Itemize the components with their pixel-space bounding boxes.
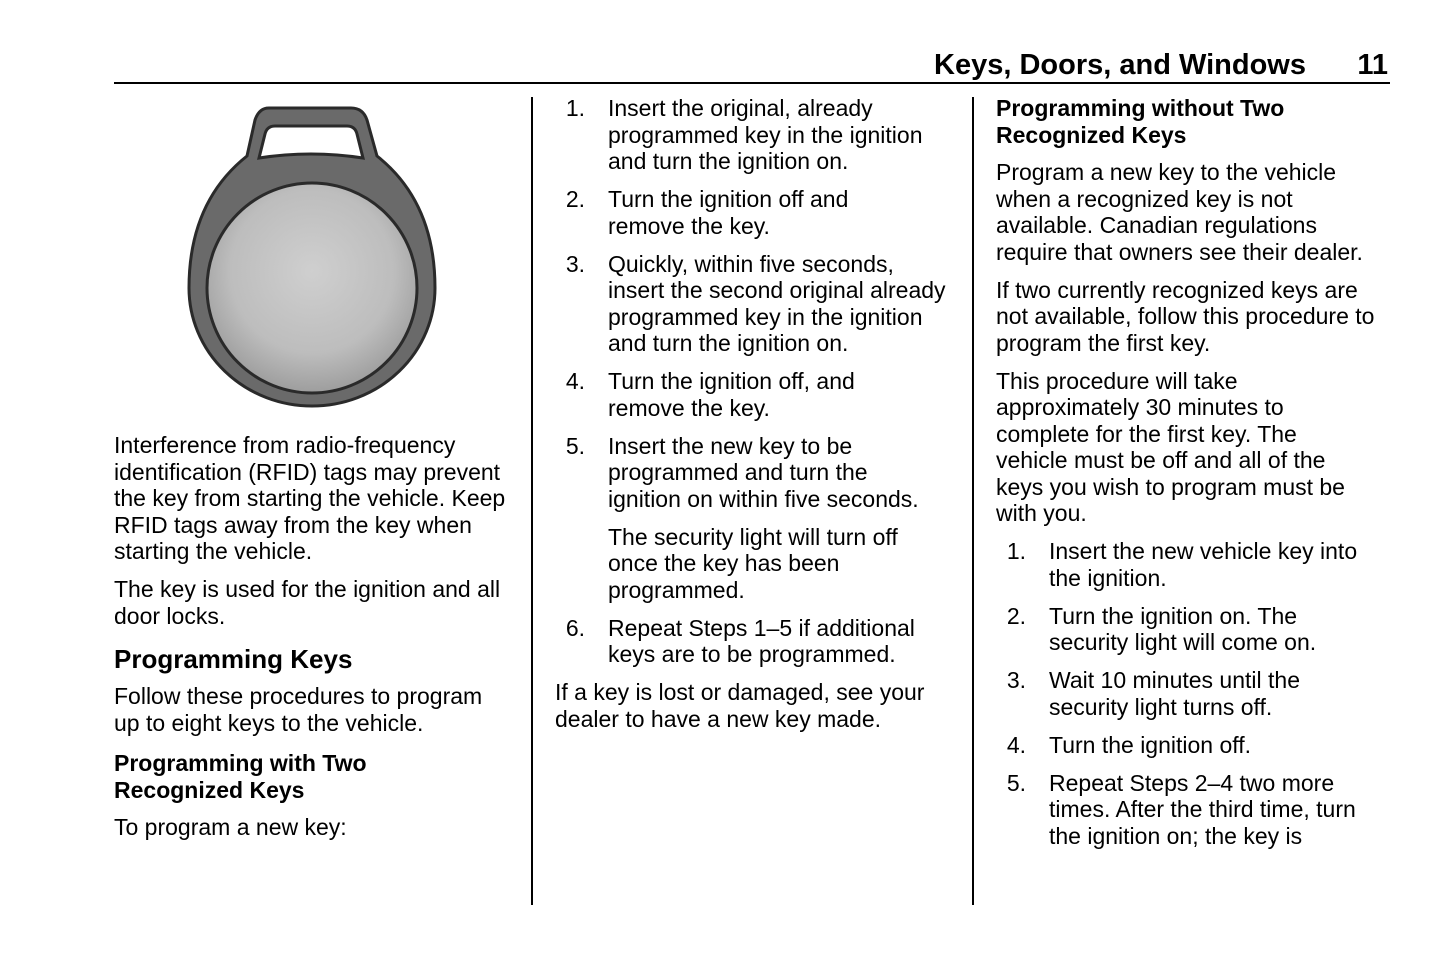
program-new-key-paragraph: Program a new key to the vehicle when a recognized key is not available. Canadian regulations require that owners see their dealer. <box>996 159 1363 265</box>
page-number: 11 <box>1357 49 1388 81</box>
step-number: 1. <box>1006 538 1026 564</box>
step-text: Repeat Steps 2–4 two more times. After the third time, turn the ignition on; the key is <box>1049 769 1356 849</box>
program-intro: To program a new key: <box>114 814 347 840</box>
step-text: Turn the ignition off. <box>1049 731 1252 758</box>
step-number: 6. <box>565 614 585 641</box>
list-item <box>996 538 1391 591</box>
list-item <box>555 368 955 421</box>
step-number: 4. <box>1006 731 1026 758</box>
step-text: Quickly, within five seconds, insert the second original already programmed key in the ignition and turn the ignition on. <box>608 250 946 356</box>
step-number: 4. <box>565 368 585 394</box>
step-number: 3. <box>565 250 585 277</box>
key-tag-disc <box>207 183 417 393</box>
right-column <box>996 95 1391 861</box>
step-text: Wait 10 minutes until the security light turns off. <box>1049 667 1300 720</box>
step-text: Repeat Steps 1–5 if additional keys are to be programmed. <box>608 614 915 667</box>
key-tag-hole <box>259 126 363 158</box>
programming-steps-list-no-keys <box>996 538 1391 849</box>
list-item <box>996 603 1391 656</box>
list-item <box>555 95 955 175</box>
column-divider-right <box>972 97 974 905</box>
list-item <box>555 615 955 668</box>
left-column <box>114 432 514 852</box>
step-text: Turn the ignition off and remove the key. <box>608 186 849 239</box>
list-item <box>555 433 955 513</box>
duration-paragraph: This procedure will take approximately 30 minutes to complete for the first key. The vehicle must be off and all of the keys you wish to program must be with you. <box>996 367 1345 526</box>
rfid-paragraph: Interference from radio-frequency identification (RFID) tags may prevent the key from starting the vehicle. Keep RFID tags away from the key when starting the vehicle. <box>114 432 506 564</box>
list-item <box>996 667 1391 720</box>
step-text: Turn the ignition on. The security light will come on. <box>1049 602 1317 655</box>
step-number: 2. <box>1006 602 1026 629</box>
step-number: 3. <box>1006 667 1026 693</box>
middle-column <box>555 95 955 744</box>
list-item <box>996 770 1391 850</box>
step-text: Insert the original, already programmed key in the ignition and turn the ignition on. <box>608 95 923 174</box>
step-number: 5. <box>565 432 585 459</box>
programming-steps-list <box>555 95 955 512</box>
subheading-with-two-keys: Programming with Two Recognized Keys <box>114 750 367 803</box>
rfid-key-tag-illustration <box>187 104 437 410</box>
procedure-paragraph: If two currently recognized keys are not available, follow this procedure to program the first key. <box>996 276 1375 356</box>
step-number: 5. <box>1006 769 1026 796</box>
procedures-paragraph: Follow these procedures to program up to eight keys to the vehicle. <box>114 683 483 736</box>
lost-key-paragraph: If a key is lost or damaged, see your dealer to have a new key made. <box>555 679 925 732</box>
key-usage-paragraph: The key is used for the ignition and all door locks. <box>114 576 501 629</box>
step-text: Turn the ignition off, and remove the key. <box>608 368 855 421</box>
subheading-without-two-keys: Programming without Two Recognized Keys <box>996 95 1285 148</box>
list-item <box>555 251 955 357</box>
step-number: 2. <box>565 186 585 212</box>
page-header <box>114 48 1390 84</box>
page-title: Keys, Doors, and Windows <box>934 49 1306 81</box>
step-5-note: The security light will turn off once the key has been programmed. <box>608 523 898 603</box>
list-item <box>996 732 1391 759</box>
section-title: Programming Keys <box>114 644 353 674</box>
column-divider-left <box>531 97 533 905</box>
step-text: Insert the new vehicle key into the ignition. <box>1049 538 1358 591</box>
step-text: Insert the new key to be programmed and turn the ignition on within five seconds. <box>608 432 919 512</box>
step-number: 1. <box>565 95 585 121</box>
list-item <box>555 186 955 239</box>
